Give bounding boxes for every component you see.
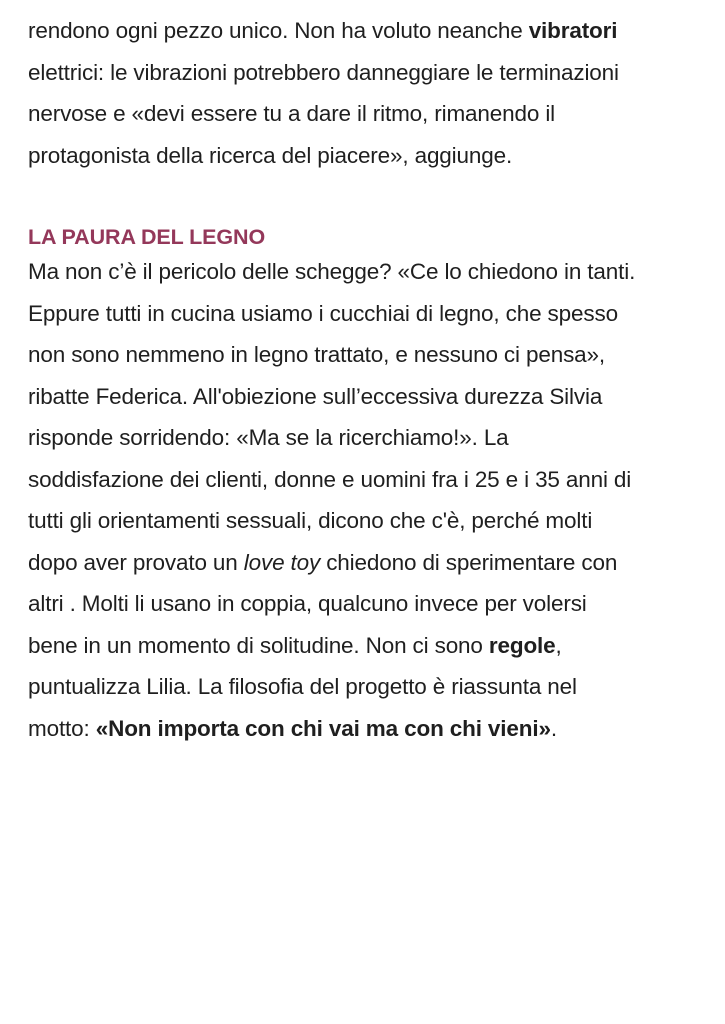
text-line: [28, 708, 700, 750]
text-line: puntualizza Lilia. La filosofia del progetto è riassunta nel: [28, 674, 577, 699]
text-line: [28, 542, 700, 584]
text-line: risponde sorridendo: «Ma se la ricerchiamo!». La: [28, 425, 509, 450]
text-line: non sono nemmeno in legno trattato, e nessuno ci pensa»,: [28, 342, 605, 367]
motto-quote: «Non importa con chi vai ma con chi vieni»: [95, 715, 551, 741]
section-heading: LA PAURA DEL LEGNO: [28, 225, 266, 249]
bold-text: vibratori: [528, 18, 618, 43]
text-line: nervose e «devi essere tu a dare il ritmo, rimanendo il: [28, 101, 556, 126]
text-span: dopo aver provato un: [28, 549, 244, 575]
intro-paragraph: [28, 10, 700, 176]
text-line: [28, 625, 700, 667]
text-line: ribatte Federica. All'obiezione sull’eccessiva durezza Silvia: [28, 383, 603, 409]
text-span: motto:: [28, 715, 96, 741]
text-line: altri . Molti li usano in coppia, qualcuno invece per volersi: [28, 591, 587, 616]
text-line: [28, 10, 700, 52]
text-span: ,: [555, 632, 562, 658]
text-span: rendono ogni pezzo unico. Non ha voluto neanche: [28, 18, 529, 43]
text-line: Eppure tutti in cucina usiamo i cucchiai di legno, che spesso: [28, 300, 618, 326]
bold-text: regole: [488, 632, 556, 658]
text-line: elettrici: le vibrazioni potrebbero danneggiare le terminazioni: [28, 59, 619, 85]
body-paragraph: [28, 251, 700, 749]
text-span: bene in un momento di solitudine. Non ci sono: [28, 632, 489, 658]
article: [28, 10, 700, 749]
text-line: soddisfazione dei clienti, donne e uomini fra i 25 e i 35 anni di: [28, 466, 632, 492]
text-line: Ma non c’è il pericolo delle schegge? «Ce lo chiedono in tanti.: [28, 259, 636, 284]
text-line: tutti gli orientamenti sessuali, dicono che c'è, perché molti: [28, 508, 593, 533]
italic-text: love toy: [243, 549, 321, 575]
text-line: protagonista della ricerca del piacere», aggiunge.: [28, 142, 513, 168]
text-span: chiedono di sperimentare con: [320, 549, 618, 575]
text-span: .: [550, 715, 557, 741]
